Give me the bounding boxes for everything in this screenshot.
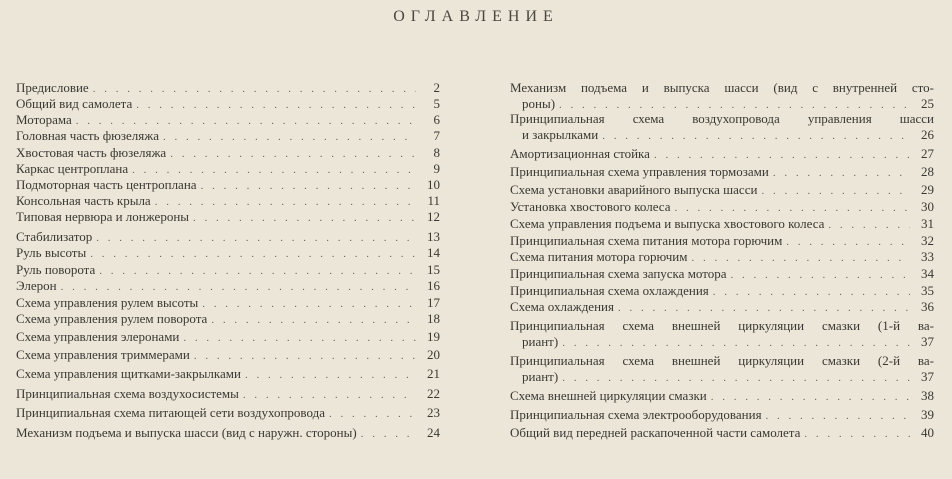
toc-entry-title: Принципиальная схема питания мотора горючим xyxy=(510,233,783,248)
toc-entry xyxy=(16,425,440,441)
toc-page-number: 29 xyxy=(921,182,934,197)
toc-entry xyxy=(16,311,440,327)
toc-entry-title: Руль поворота xyxy=(16,262,96,277)
toc-entry-title: Общий вид самолета xyxy=(16,96,133,111)
toc-entry-title: Схема управления элеронами xyxy=(16,329,180,344)
toc-entry-title: Подмоторная часть центроплана xyxy=(16,177,197,192)
toc-page-number: 9 xyxy=(433,161,440,176)
toc-leader-dots xyxy=(245,368,416,382)
toc-entry xyxy=(510,80,934,112)
toc-entry-title: Моторама xyxy=(16,112,72,127)
toc-entry xyxy=(16,366,440,382)
toc-entry xyxy=(16,209,440,225)
toc-entry xyxy=(16,245,440,261)
toc-page-number: 21 xyxy=(427,366,440,381)
toc-leader-dots xyxy=(361,427,416,441)
toc-leader-dots xyxy=(93,82,416,96)
toc-entry-title: Консольная часть крыла xyxy=(16,193,151,208)
toc-entry xyxy=(16,177,440,193)
toc-page-number: 38 xyxy=(921,388,934,403)
toc-page-number: 23 xyxy=(427,405,440,420)
toc-leader-dots xyxy=(562,371,910,385)
toc-page-number: 36 xyxy=(921,299,934,314)
toc-entry-title: Схема управления рулем поворота xyxy=(16,311,208,326)
toc-page-number: 15 xyxy=(427,262,440,277)
toc-entry-title: Схема установки аварийного выпуска шасси xyxy=(510,182,758,197)
toc-entry xyxy=(510,318,934,350)
toc-entry-title-line1: Принципиальная схема воздухопровода управления шасси xyxy=(510,111,934,126)
toc-leader-dots xyxy=(136,98,416,112)
toc-leader-dots xyxy=(76,114,416,128)
toc-entry xyxy=(510,266,934,282)
toc-page-number: 6 xyxy=(433,112,440,127)
toc-page-number: 13 xyxy=(427,229,440,244)
toc-leader-dots xyxy=(828,218,910,232)
toc-page-number: 26 xyxy=(921,127,934,142)
toc-entry-line2 xyxy=(510,127,934,143)
toc-entry-title: Элерон xyxy=(16,278,57,293)
toc-leader-dots xyxy=(674,201,910,215)
toc-page-number: 10 xyxy=(427,177,440,192)
toc-page-number: 40 xyxy=(921,425,934,440)
toc-entry-title: Схема управления триммерами xyxy=(16,347,190,362)
toc-page-number: 25 xyxy=(921,96,934,111)
toc-entry-line2 xyxy=(510,96,934,112)
toc-leader-dots xyxy=(170,147,416,161)
toc-entry xyxy=(16,128,440,144)
toc-page-number: 12 xyxy=(427,209,440,224)
toc-entry xyxy=(16,405,440,421)
toc-leader-dots xyxy=(766,409,910,423)
toc-page-number: 34 xyxy=(921,266,934,281)
toc-page-number: 28 xyxy=(921,164,934,179)
toc-page-number: 20 xyxy=(427,347,440,362)
toc-leader-dots xyxy=(773,166,910,180)
toc-entry-title: Общий вид передней раскапоченной части самолета xyxy=(510,425,801,440)
toc-entry-title-line2: и закрылками xyxy=(522,127,599,142)
toc-entry-title-line2: роны) xyxy=(522,96,556,111)
toc-entry-title: Принципиальная схема электрооборудования xyxy=(510,407,762,422)
toc-entry-title: Схема управления подъема и выпуска хвостового колеса xyxy=(510,216,825,231)
toc-entry xyxy=(16,278,440,294)
toc-leader-dots xyxy=(804,427,910,441)
toc-page-number: 32 xyxy=(921,233,934,248)
toc-entry-title: Схема охлаждения xyxy=(510,299,614,314)
toc-entry xyxy=(510,283,934,299)
toc-entry-title: Головная часть фюзеляжа xyxy=(16,128,159,143)
toc-entry-title: Принципиальная схема питающей сети воздухопровода xyxy=(16,405,325,420)
toc-entry-title-line1: Принципиальная схема внешней циркуляции смазки (1-й ва- xyxy=(510,318,934,333)
toc-entry-line2 xyxy=(510,334,934,350)
toc-entry-title-line1: Механизм подъема и выпуска шасси (вид с внутренней сто- xyxy=(510,80,934,95)
toc-entry xyxy=(16,80,440,96)
toc-page-number: 8 xyxy=(433,145,440,160)
toc-page-number: 35 xyxy=(921,283,934,298)
toc-page-number: 37 xyxy=(921,369,934,384)
toc-entry xyxy=(510,111,934,143)
toc-page-number: 22 xyxy=(427,386,440,401)
toc-leader-dots xyxy=(183,331,416,345)
toc-entry xyxy=(16,262,440,278)
toc-leader-dots xyxy=(731,268,910,282)
toc-entry xyxy=(16,161,440,177)
toc-leader-dots xyxy=(132,163,416,177)
toc-entry-title: Принципиальная схема воздухосистемы xyxy=(16,386,239,401)
toc-entry-title: Механизм подъема и выпуска шасси (вид с наружн. стороны) xyxy=(16,425,357,440)
page-title: ОГЛАВЛЕНИЕ xyxy=(393,8,559,25)
toc-page-number: 24 xyxy=(427,425,440,440)
toc-entry xyxy=(510,388,934,404)
toc-entry xyxy=(510,425,934,441)
toc-entry-title: Схема управления щитками-закрылками xyxy=(16,366,241,381)
toc-page-number: 11 xyxy=(427,193,440,208)
toc-entry xyxy=(16,193,440,209)
toc-page-number: 18 xyxy=(427,311,440,326)
toc-entry xyxy=(510,407,934,423)
toc-leader-dots xyxy=(761,184,910,198)
toc-leader-dots xyxy=(202,297,416,311)
toc-page-number: 14 xyxy=(427,245,440,260)
toc-leader-dots xyxy=(559,98,910,112)
toc-leader-dots xyxy=(99,264,416,278)
toc-leader-dots xyxy=(618,301,910,315)
toc-entry xyxy=(510,146,934,162)
toc-leader-dots xyxy=(194,349,416,363)
toc-leader-dots xyxy=(243,388,416,402)
toc-entry xyxy=(510,233,934,249)
toc-page-number: 5 xyxy=(433,96,440,111)
toc-entry-line2 xyxy=(510,369,934,385)
toc-leader-dots xyxy=(562,336,910,350)
toc-leader-dots xyxy=(211,313,416,327)
toc-entry-title: Руль высоты xyxy=(16,245,87,260)
toc-entry-title: Принципиальная схема охлаждения xyxy=(510,283,709,298)
toc-entry xyxy=(16,295,440,311)
toc-leader-dots xyxy=(711,390,910,404)
toc-page-number: 39 xyxy=(921,407,934,422)
toc-leader-dots xyxy=(654,148,910,162)
toc-leader-dots xyxy=(90,247,416,261)
toc-entry xyxy=(510,182,934,198)
toc-entry xyxy=(510,299,934,315)
toc-entry-title: Схема питания мотора горючим xyxy=(510,249,688,264)
toc-page-number: 30 xyxy=(921,199,934,214)
toc-leader-dots xyxy=(329,407,416,421)
toc-leader-dots xyxy=(713,285,910,299)
toc-entry-title: Хвостовая часть фюзеляжа xyxy=(16,145,167,160)
toc-entry-title: Амортизационная стойка xyxy=(510,146,650,161)
toc-leader-dots xyxy=(155,195,416,209)
toc-entry xyxy=(16,229,440,245)
toc-page-number: 37 xyxy=(921,334,934,349)
toc-page-number: 33 xyxy=(921,249,934,264)
toc-entry xyxy=(16,145,440,161)
toc-leader-dots xyxy=(96,231,416,245)
toc-page-number: 31 xyxy=(921,216,934,231)
toc-entry xyxy=(16,386,440,402)
toc-page-number: 19 xyxy=(427,329,440,344)
toc-entry-title: Схема внешней циркуляции смазки xyxy=(510,388,707,403)
toc-page-number: 7 xyxy=(433,128,440,143)
toc-page-number: 16 xyxy=(427,278,440,293)
toc-entry xyxy=(510,164,934,180)
toc-entry xyxy=(16,347,440,363)
toc-page-number: 27 xyxy=(921,146,934,161)
toc-entry-title: Каркас центроплана xyxy=(16,161,129,176)
toc-entry-title: Стабилизатор xyxy=(16,229,93,244)
toc-leader-dots xyxy=(786,235,910,249)
toc-entry xyxy=(510,216,934,232)
toc-entry-title: Принципиальная схема управления тормозами xyxy=(510,164,769,179)
toc-entry-title: Предисловие xyxy=(16,80,89,95)
toc-leader-dots xyxy=(61,280,416,294)
toc-entry-title: Типовая нервюра и лонжероны xyxy=(16,209,190,224)
toc-entry xyxy=(16,96,440,112)
toc-leader-dots xyxy=(602,129,910,143)
toc-entry xyxy=(16,112,440,128)
toc-leader-dots xyxy=(163,130,416,144)
toc-page-number: 2 xyxy=(433,80,440,95)
toc-page-number: 17 xyxy=(427,295,440,310)
toc-entry-title: Схема управления рулем высоты xyxy=(16,295,199,310)
toc-leader-dots xyxy=(193,211,416,225)
toc-leader-dots xyxy=(691,251,910,265)
toc-leader-dots xyxy=(201,179,416,193)
toc-entry-title-line2: риант) xyxy=(522,334,559,349)
toc-entry xyxy=(510,249,934,265)
toc-entry-title-line1: Принципиальная схема внешней циркуляции смазки (2-й ва- xyxy=(510,353,934,368)
toc-entry xyxy=(510,353,934,385)
toc-entry xyxy=(510,199,934,215)
toc-entry-title: Установка хвостового колеса xyxy=(510,199,671,214)
toc-entry xyxy=(16,329,440,345)
toc-entry-title-line2: риант) xyxy=(522,369,559,384)
toc-entry-title: Принципиальная схема запуска мотора xyxy=(510,266,727,281)
